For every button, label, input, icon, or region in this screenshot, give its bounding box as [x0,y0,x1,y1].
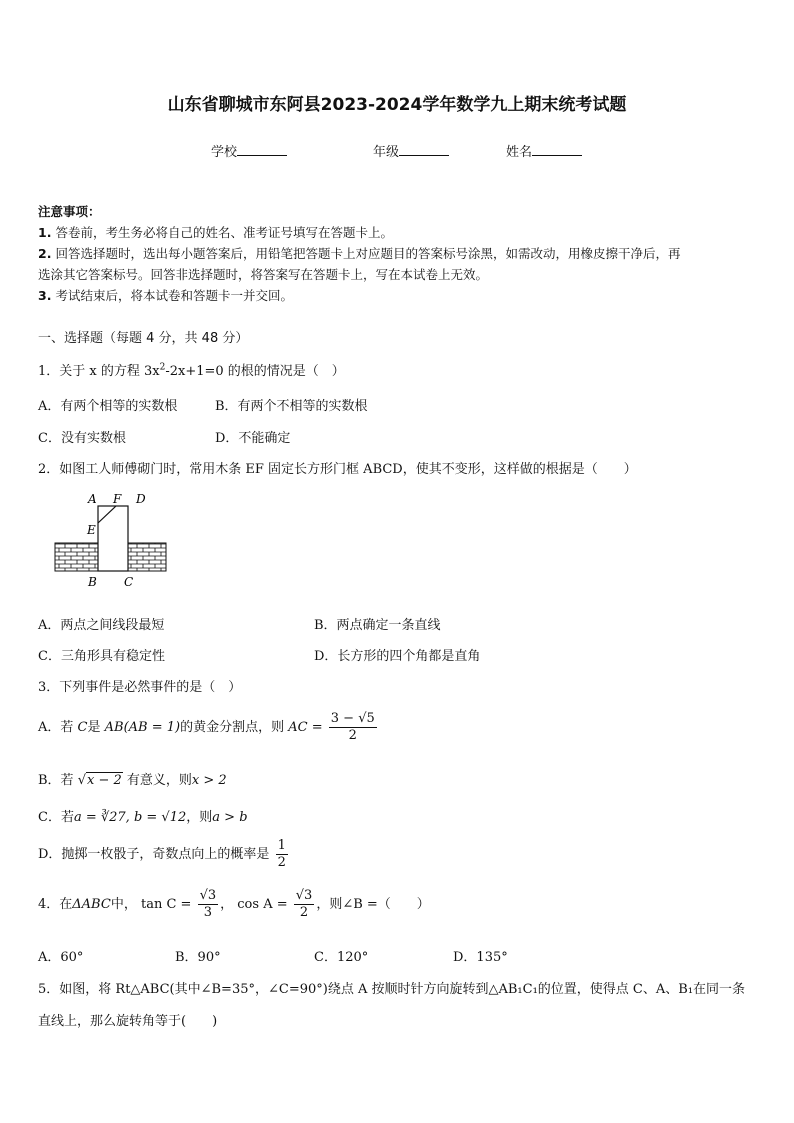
name-label: 姓名 [506,145,533,160]
label-e: E [87,523,96,537]
q4-option-b[interactable]: B．90° [175,950,221,965]
q3-option-d[interactable]: D．抛掷一枚骰子，奇数点向上的概率是 $\frac{1}{2}$ [38,838,286,870]
q2-option-c[interactable]: C．三角形具有稳定性 [38,649,165,664]
notice-block [38,201,680,306]
label-c: C [124,575,134,589]
right-wall [128,543,166,571]
label-a: A [88,492,97,506]
section-heading: 一、选择题（每题 4 分，共 48 分） [38,331,249,346]
door-frame [98,506,128,571]
label-b: B [88,575,97,589]
q3-option-c[interactable]: C．若a = ∛27, b = √12，则a > b [38,810,248,825]
label-d: D [136,492,146,506]
left-wall [55,543,98,571]
question-5-line-1: 5．如图，将 Rt△ABC(其中∠B=35°，∠C=90°)绕点 A 按顺时针方向旋转到△AB₁C₁的位置，使得点 C、A、B₁在同一条 [38,982,746,997]
fraction: $\frac{1}{2}$ [277,838,286,870]
fraction: $\frac{√3}{3}$ [199,888,217,920]
school-label: 学校 [211,145,238,160]
grade-blank [399,143,449,156]
q4-option-d[interactable]: D．135° [453,950,508,965]
fraction: $\frac{3 - √5}{2}$ [330,711,375,743]
school-blank [237,143,287,156]
notice-item: 1. 答卷前，考生务必将自己的姓名、准考证号填写在答题卡上。 [38,225,393,240]
grade-field [373,141,449,160]
q4-option-c[interactable]: C．120° [314,950,369,965]
question-2-stem: 2．如图工人师傅砌门时，常用木条 EF 固定长方形门框 ABCD，使其不变形，这样做的根据是（ ） [38,462,637,477]
question-3-stem: 3．下列事件是必然事件的是（ ） [38,680,242,695]
question-4-stem: 4．在ΔABC中， tan C = $\frac{√3}{3}$ ， cos A = $\frac{√3}{2}$ ，则∠B =（ ） [38,888,430,920]
label-f: F [113,492,122,506]
notice-item: 3. 考试结束后，将本试卷和答题卡一并交回。 [38,288,293,303]
question-1-stem: 1．关于 x 的方程 $3x^2-2x+1=0$ 的根的情况是（ ） [38,362,345,379]
name-field [506,141,582,160]
grade-label: 年级 [373,145,400,160]
q3-option-a[interactable]: A．若 C是 AB(AB = 1)的黄金分割点，则 AC = $\frac{3 - √5}{2}$ [38,711,375,743]
q2-option-b[interactable]: B．两点确定一条直线 [314,618,441,633]
notice-heading: 注意事项： [38,204,101,219]
fraction: $\frac{√3}{2}$ [295,888,313,920]
q1-option-a[interactable]: A．有两个相等的实数根 [38,399,178,414]
q1-option-b[interactable]: B．有两个不相等的实数根 [215,399,368,414]
question-5-line-2: 直线上，那么旋转角等于( ) [38,1014,218,1029]
q2-option-a[interactable]: A．两点之间线段最短 [38,618,165,633]
q3-option-b[interactable]: B．若 √x − 2 有意义，则x > 2 [38,773,227,788]
name-blank [532,143,582,156]
q1-option-c[interactable]: C．没有实数根 [38,431,126,446]
notice-item: 选涂其它答案标号。回答非选择题时，将答案写在答题卡上，写在本试卷上无效。 [38,267,489,282]
school-field [211,141,287,160]
q1-option-d[interactable]: D．不能确定 [215,431,291,446]
notice-item: 2. 回答选择题时，选出每小题答案后，用铅笔把答题卡上对应题目的答案标号涂黑，如需改动，用橡皮擦干净后，再 [38,246,681,261]
q4-option-a[interactable]: A．60° [38,950,84,965]
q2-option-d[interactable]: D．长方形的四个角都是直角 [314,649,481,664]
door-frame-figure [50,488,175,593]
page-title: 山东省聊城市东阿县2023-2024学年数学九上期末统考试题 [167,95,627,115]
